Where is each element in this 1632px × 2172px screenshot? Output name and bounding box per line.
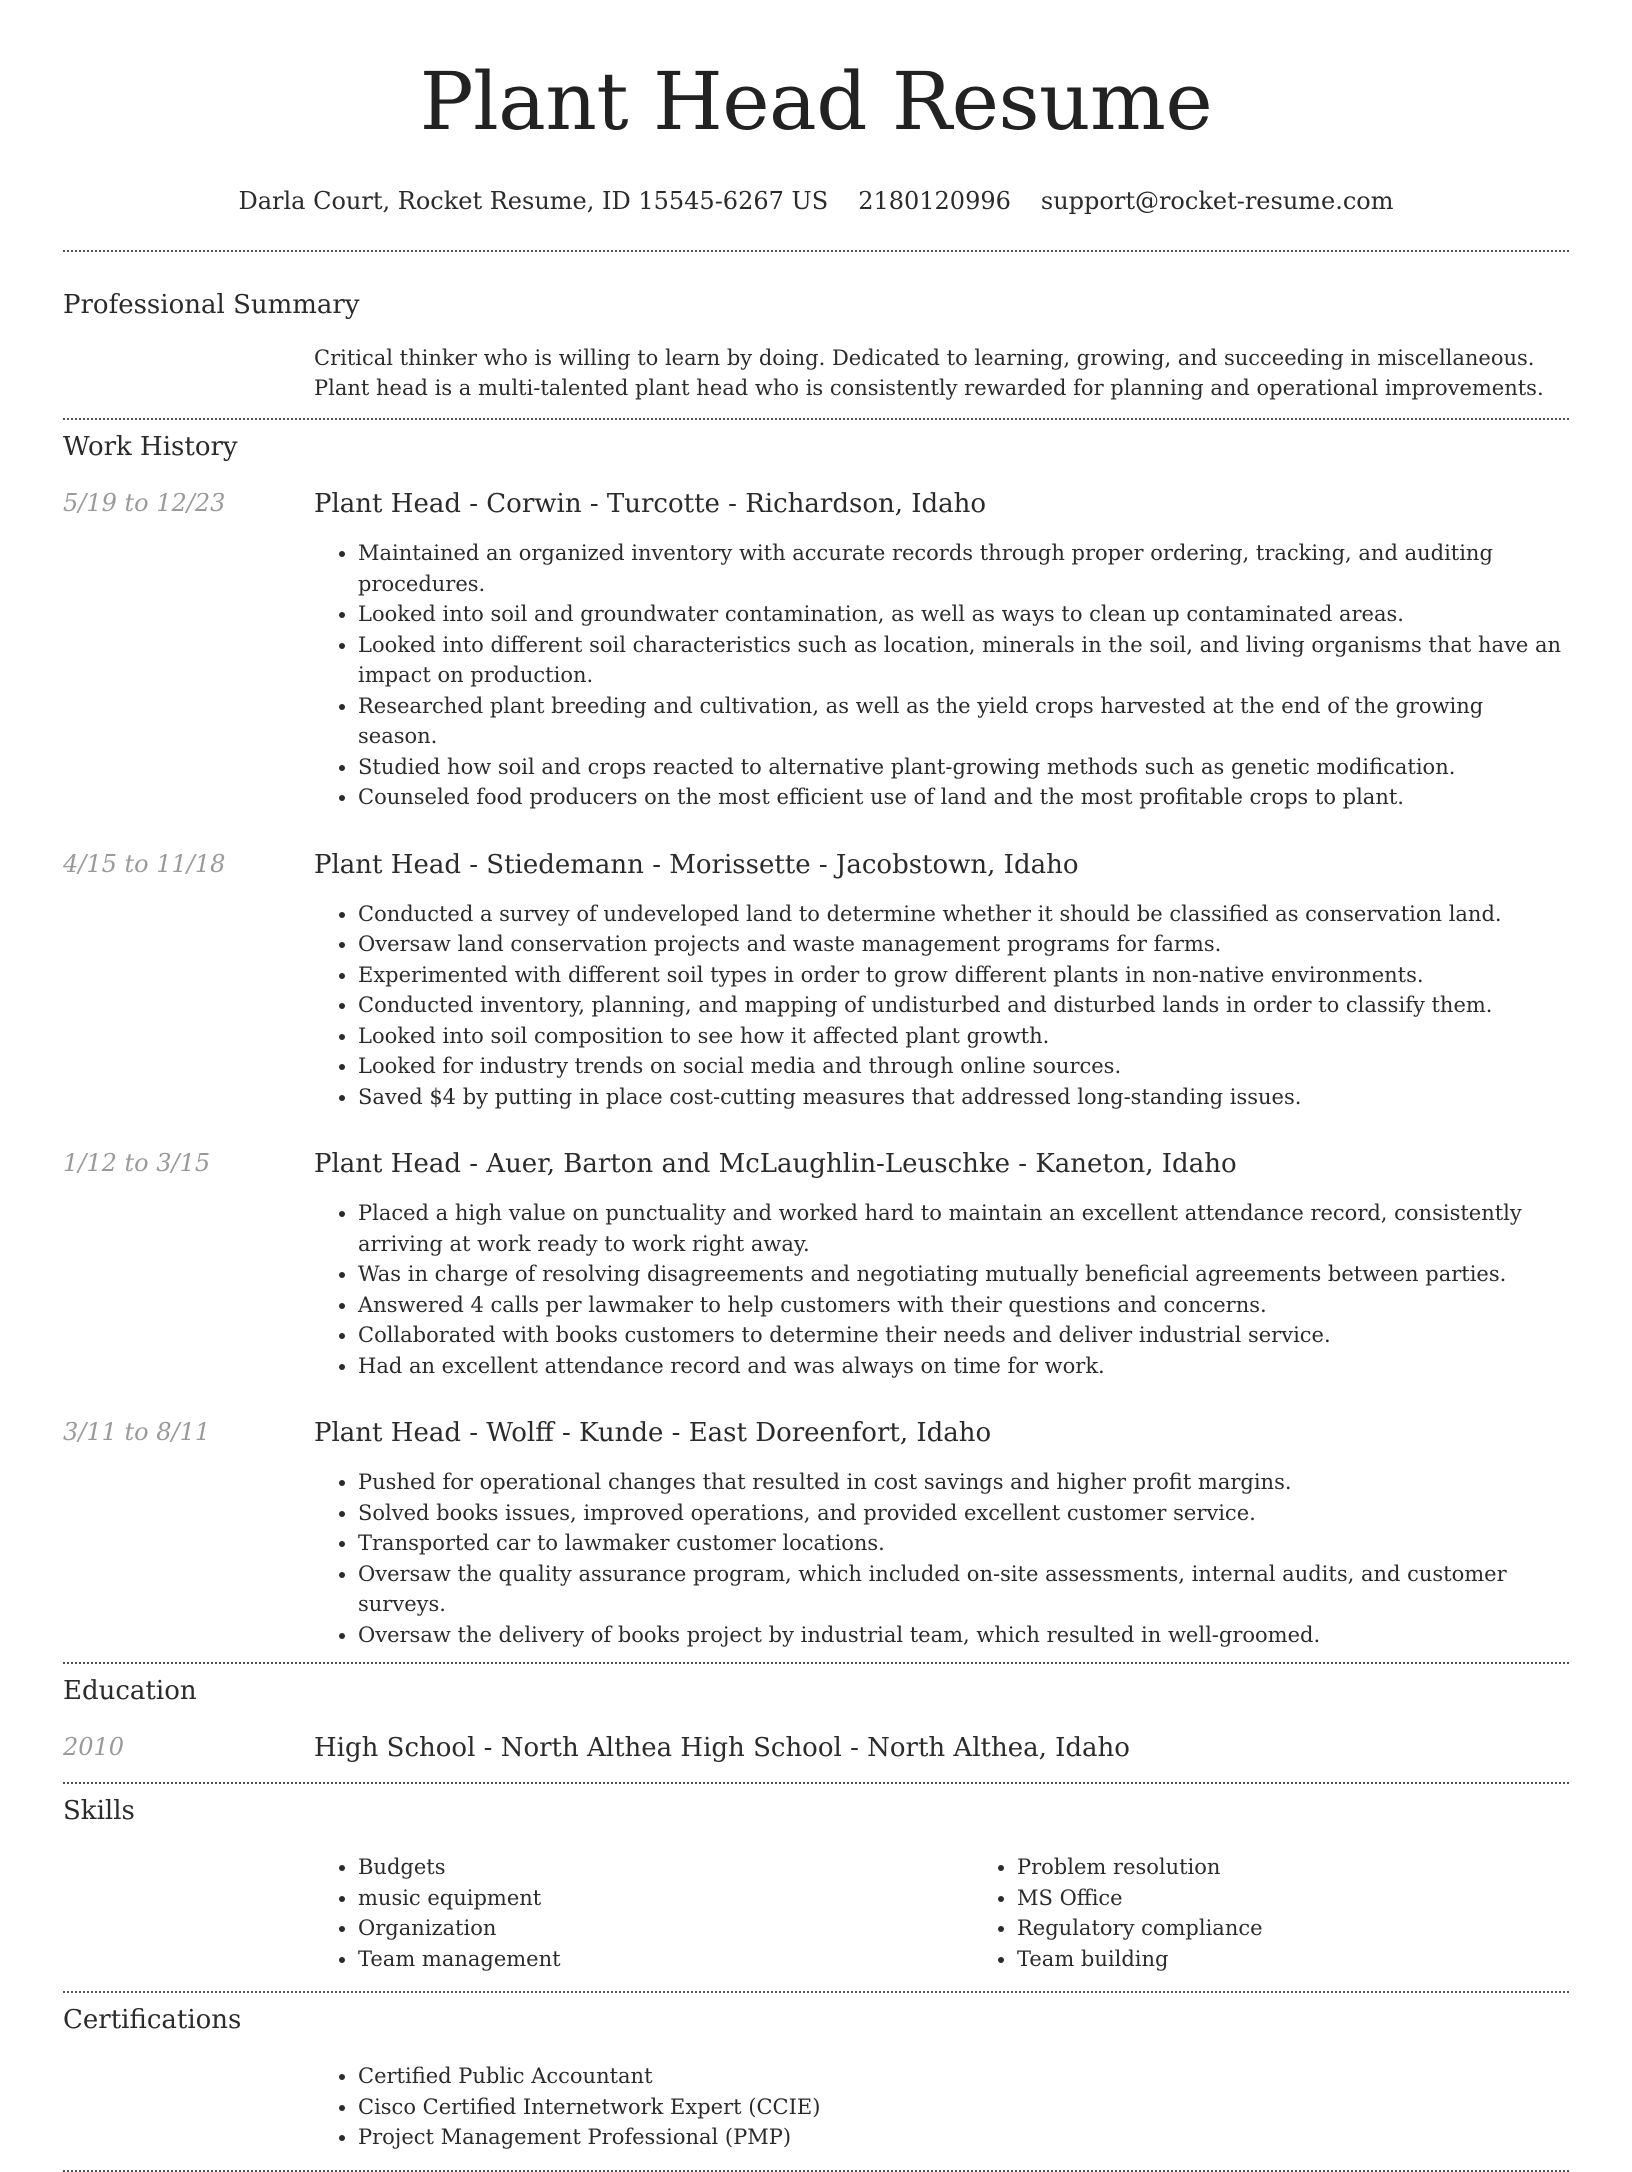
list-item: • Oversaw the delivery of books project by industrial team, which resulted in well-groomed. [358, 1620, 1569, 1651]
list-item: • Solved books issues, improved operations, and provided excellent customer service. [358, 1498, 1569, 1529]
list-item: • Answered 4 calls per lawmaker to help customers with their questions and concerns. [358, 1290, 1569, 1321]
skill-item: • Budgets [358, 1852, 973, 1883]
job-entry [63, 488, 1569, 813]
list-item: • Maintained an organized inventory with accurate records through proper ordering, tracking, and auditing procedures. [358, 538, 1569, 599]
section-heading-summary: Professional Summary [63, 290, 360, 320]
list-item: • Transported car to lawmaker customer locations. [358, 1528, 1569, 1559]
skill-item: • music equipment [358, 1883, 973, 1914]
skill-item: • MS Office [1017, 1883, 1632, 1914]
skill-item: • Team building [1017, 1944, 1632, 1975]
contact-phone: 2180120996 [858, 187, 1011, 215]
professional-summary-section [63, 289, 1569, 403]
job-dates: 4/15 to 11/18 [63, 849, 226, 878]
certifications-list [314, 2061, 1569, 2153]
list-item: • Conducted a survey of undeveloped land to determine whether it should be classified as conservation land. [358, 899, 1569, 930]
contact-line [63, 186, 1569, 216]
summary-text: Critical thinker who is willing to learn by doing. Dedicated to learning, growing, and succeeding in miscellaneous. Plant head is a multi-talented plant head who is consistently rewarded for planning and operational improvements. [314, 346, 1544, 400]
certification-item: • Cisco Certified Internetwork Expert (CCIE) [358, 2092, 1569, 2123]
job-entry [63, 1148, 1569, 1381]
job-title: Plant Head - Corwin - Turcotte - Richardson, Idaho [314, 489, 987, 519]
job-title: Plant Head - Auer, Barton and McLaughlin-Leuschke - Kaneton, Idaho [314, 1149, 1237, 1179]
skill-item: • Team management [358, 1944, 973, 1975]
divider [63, 1782, 1569, 1784]
job-entry [63, 849, 1569, 1113]
certification-item: • Project Management Professional (PMP) [358, 2122, 1569, 2153]
job-entry [63, 1417, 1569, 1650]
contact-address: Darla Court, Rocket Resume, ID 15545-6267 US [238, 187, 829, 215]
job-bullets [314, 1198, 1569, 1381]
job-title: Plant Head - Stiedemann - Morissette - Jacobstown, Idaho [314, 849, 1079, 880]
skills-section [63, 1795, 1569, 1974]
certifications-section [63, 2004, 1569, 2153]
skill-item: • Organization [358, 1913, 973, 1944]
list-item: • Researched plant breeding and cultivation, as well as the yield crops harvested at the end of the growing season. [358, 691, 1569, 752]
list-item: • Oversaw land conservation projects and waste management programs for farms. [358, 929, 1569, 960]
job-bullets [314, 1467, 1569, 1650]
divider [63, 250, 1569, 252]
list-item: • Studied how soil and crops reacted to alternative plant-growing methods such as genetic modification. [358, 752, 1569, 783]
divider [63, 1662, 1569, 1664]
section-heading-skills: Skills [63, 1796, 135, 1826]
job-bullets [314, 538, 1569, 813]
job-title: Plant Head - Wolff - Kunde - East Doreenfort, Idaho [314, 1418, 992, 1448]
section-heading-work-history: Work History [63, 432, 238, 462]
contact-email: support@rocket-resume.com [1040, 187, 1394, 215]
education-year: 2010 [63, 1733, 125, 1761]
divider [63, 1991, 1569, 1993]
skill-item: • Regulatory compliance [1017, 1913, 1632, 1944]
job-dates: 3/11 to 8/11 [63, 1418, 211, 1446]
resume-title: Plant Head Resume [419, 55, 1213, 148]
list-item: • Was in charge of resolving disagreements and negotiating mutually beneficial agreements between parties. [358, 1259, 1569, 1290]
skills-list-left [314, 1852, 973, 1974]
list-item: • Saved $4 by putting in place cost-cutting measures that addressed long-standing issues. [358, 1082, 1569, 1113]
list-item: • Looked into soil composition to see how it affected plant growth. [358, 1021, 1569, 1052]
divider [63, 2170, 1569, 2172]
list-item: • Experimented with different soil types in order to grow different plants in non-native environments. [358, 960, 1569, 991]
list-item: • Looked into different soil characteristics such as location, minerals in the soil, and living organisms that have an impact on production. [358, 630, 1569, 691]
skills-grid [314, 1852, 1632, 1974]
list-item: • Looked for industry trends on social media and through online sources. [358, 1051, 1569, 1082]
list-item: • Counseled food producers on the most efficient use of land and the most profitable crops to plant. [358, 782, 1569, 813]
work-history-section [63, 431, 1569, 1650]
job-dates: 5/19 to 12/23 [63, 489, 226, 517]
skills-list-right [973, 1852, 1632, 1974]
section-heading-education: Education [63, 1676, 197, 1706]
list-item: • Looked into soil and groundwater contamination, as well as ways to clean up contaminated areas. [358, 599, 1569, 630]
list-item: • Pushed for operational changes that resulted in cost savings and higher profit margins. [358, 1467, 1569, 1498]
job-bullets [314, 899, 1569, 1113]
list-item: • Conducted inventory, planning, and mapping of undisturbed and disturbed lands in order to classify them. [358, 990, 1569, 1021]
skill-item: • Problem resolution [1017, 1852, 1632, 1883]
certification-item: • Certified Public Accountant [358, 2061, 1569, 2092]
job-dates: 1/12 to 3/15 [63, 1149, 211, 1177]
section-heading-certifications: Certifications [63, 2005, 242, 2035]
education-entry: High School - North Althea High School - North Althea, Idaho [314, 1733, 1130, 1763]
list-item: • Oversaw the quality assurance program, which included on-site assessments, internal audits, and customer surveys. [358, 1559, 1569, 1620]
list-item: • Collaborated with books customers to determine their needs and deliver industrial service. [358, 1320, 1569, 1351]
education-section [63, 1675, 1569, 1764]
list-item: • Had an excellent attendance record and was always on time for work. [358, 1351, 1569, 1382]
divider [63, 418, 1569, 420]
list-item: • Placed a high value on punctuality and worked hard to maintain an excellent attendance record, consistently arriving at work ready to work right away. [358, 1198, 1569, 1259]
